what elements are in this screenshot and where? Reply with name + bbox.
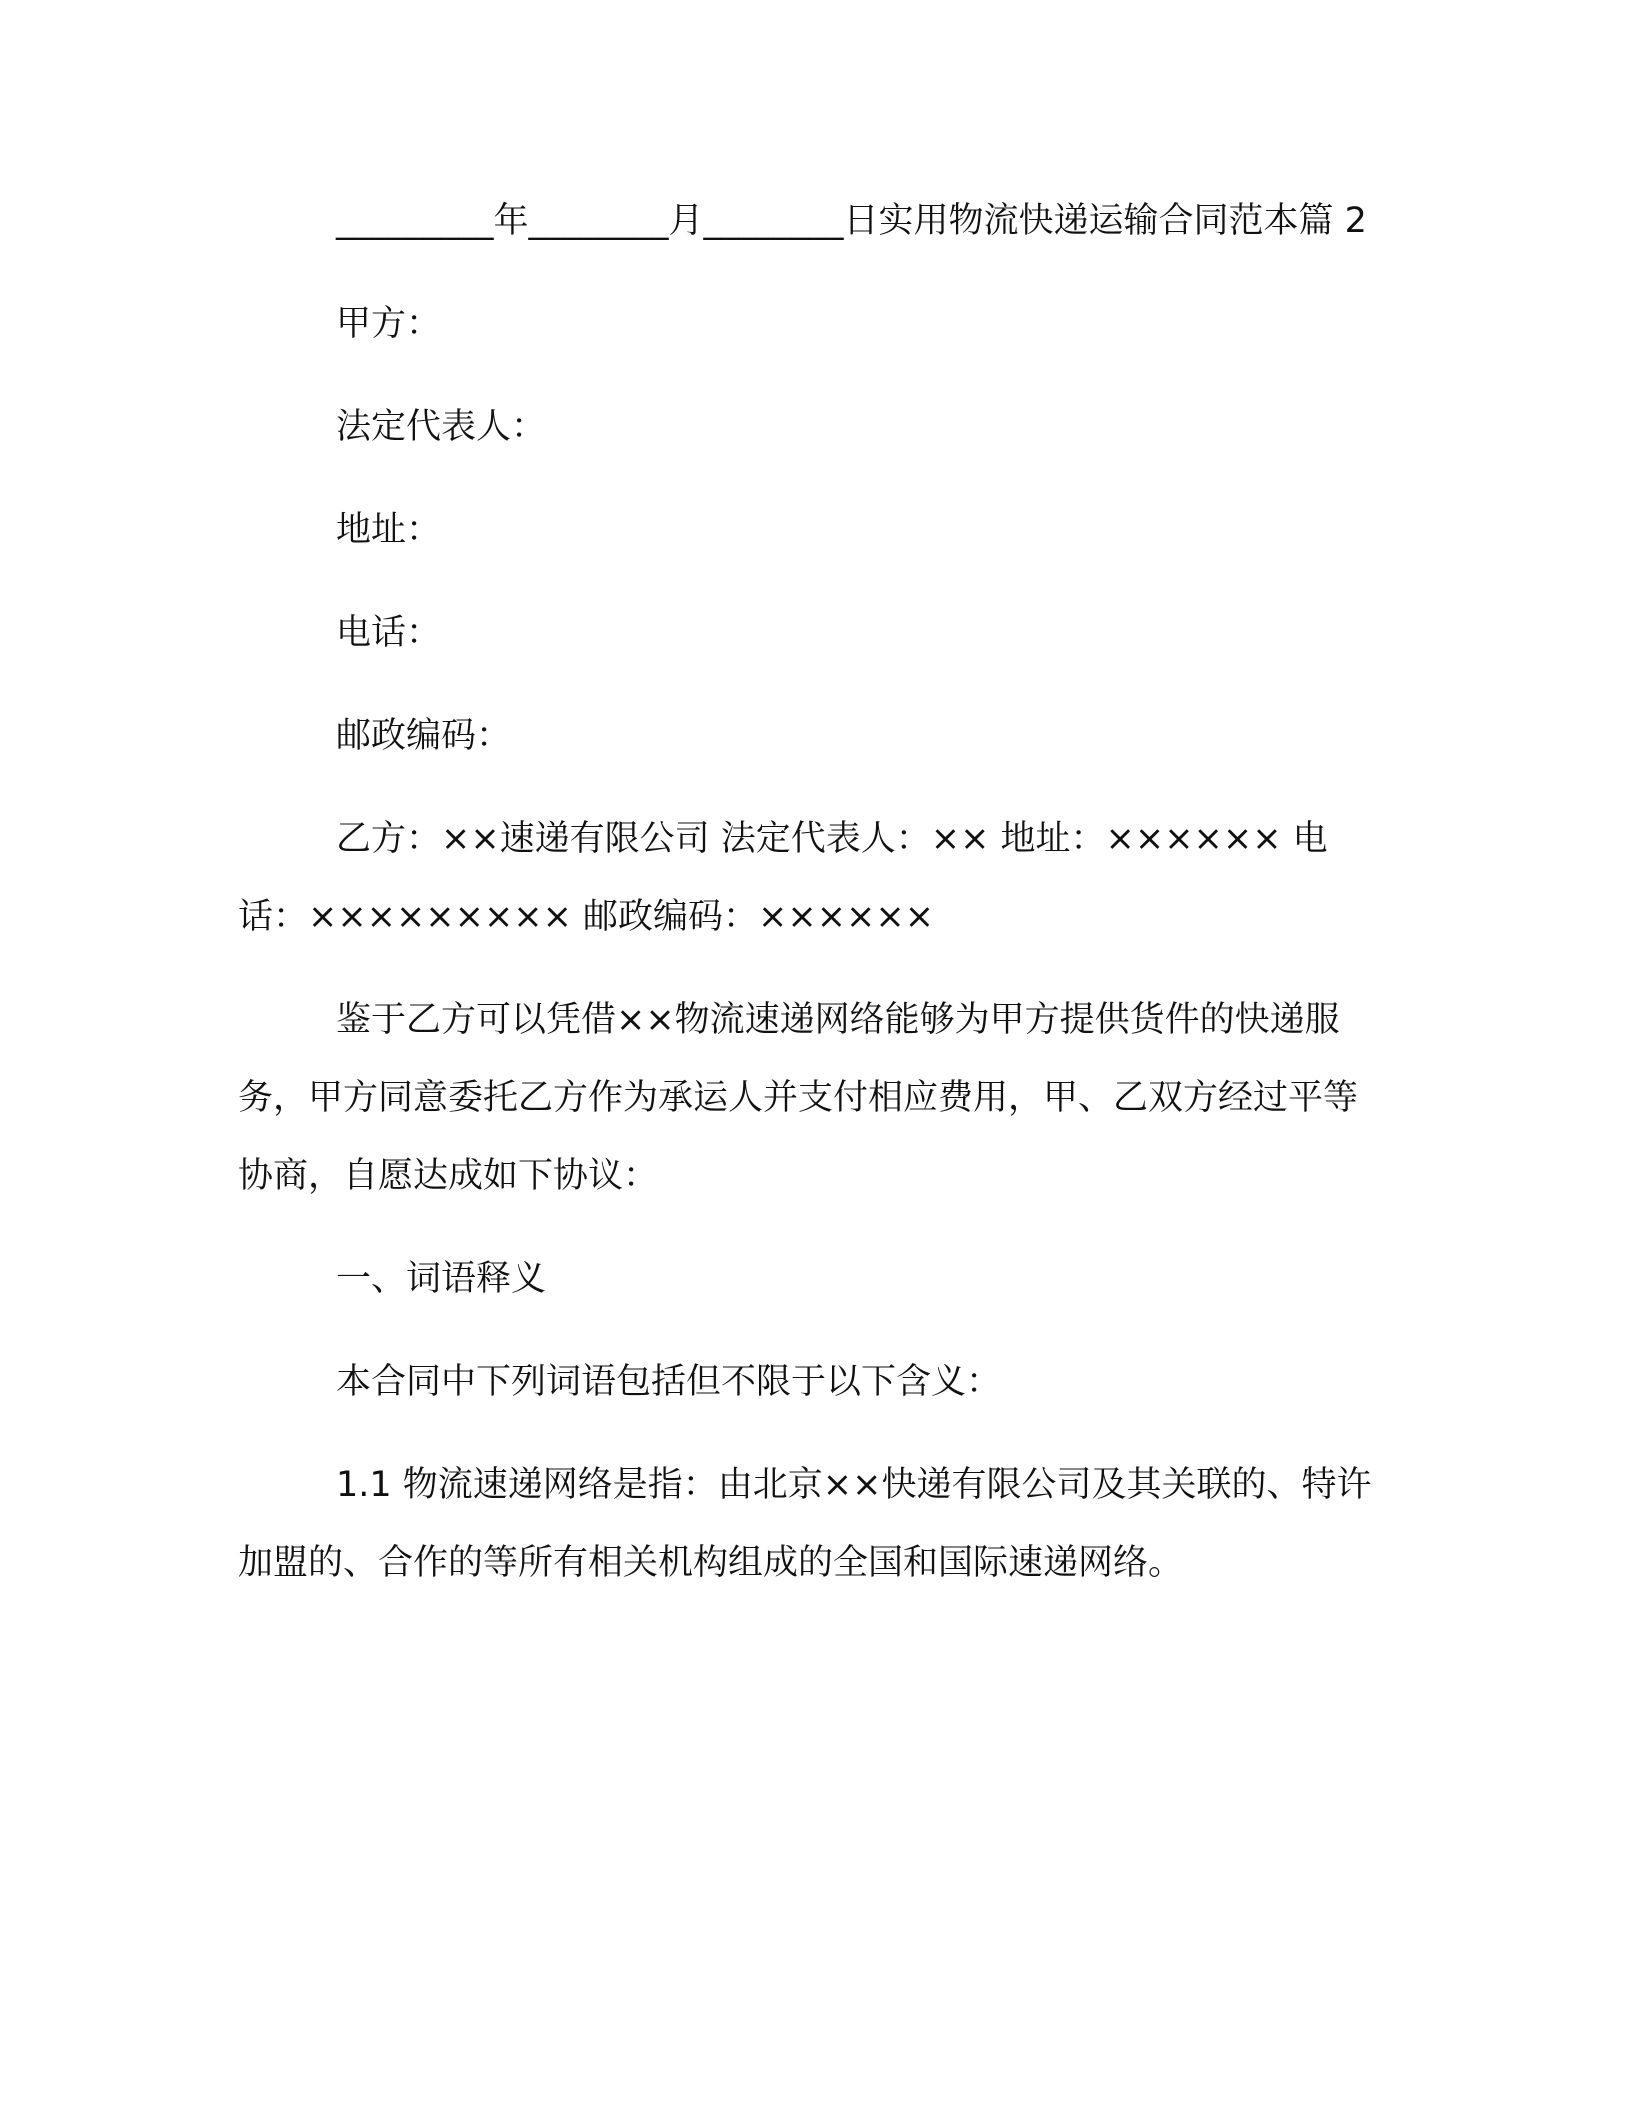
party-a-field: 甲方： xyxy=(336,304,442,344)
document-title: _________年________月________日实用物流快递运输合同范本篇 2 xyxy=(336,201,1367,241)
postal-code-field: 邮政编码： xyxy=(336,716,512,756)
clause-1-1: 1.1 物流速递网络是指：由北京××快递有限公司及其关联的、特许加盟的、合作的等所有相关机构组成的全国和国际速递网络。 xyxy=(238,1465,1372,1583)
address-field: 地址： xyxy=(336,510,442,550)
phone-field: 电话： xyxy=(336,613,442,653)
document-body xyxy=(238,182,1378,1602)
section-1-intro: 本合同中下列词语包括但不限于以下含义： xyxy=(336,1362,1002,1402)
section-1-heading: 一、词语释义 xyxy=(336,1259,547,1299)
party-b-info: 乙方：××速递有限公司 法定代表人：×× 地址：×××××× 电话：××××××××× 邮政编码：×××××× xyxy=(238,819,1328,937)
preamble-paragraph: 鉴于乙方可以凭借××物流速递网络能够为甲方提供货件的快递服务，甲方同意委托乙方作为承运人并支付相应费用，甲、乙双方经过平等协商，自愿达成如下协议： xyxy=(238,1000,1359,1196)
legal-rep-field: 法定代表人： xyxy=(336,407,547,447)
